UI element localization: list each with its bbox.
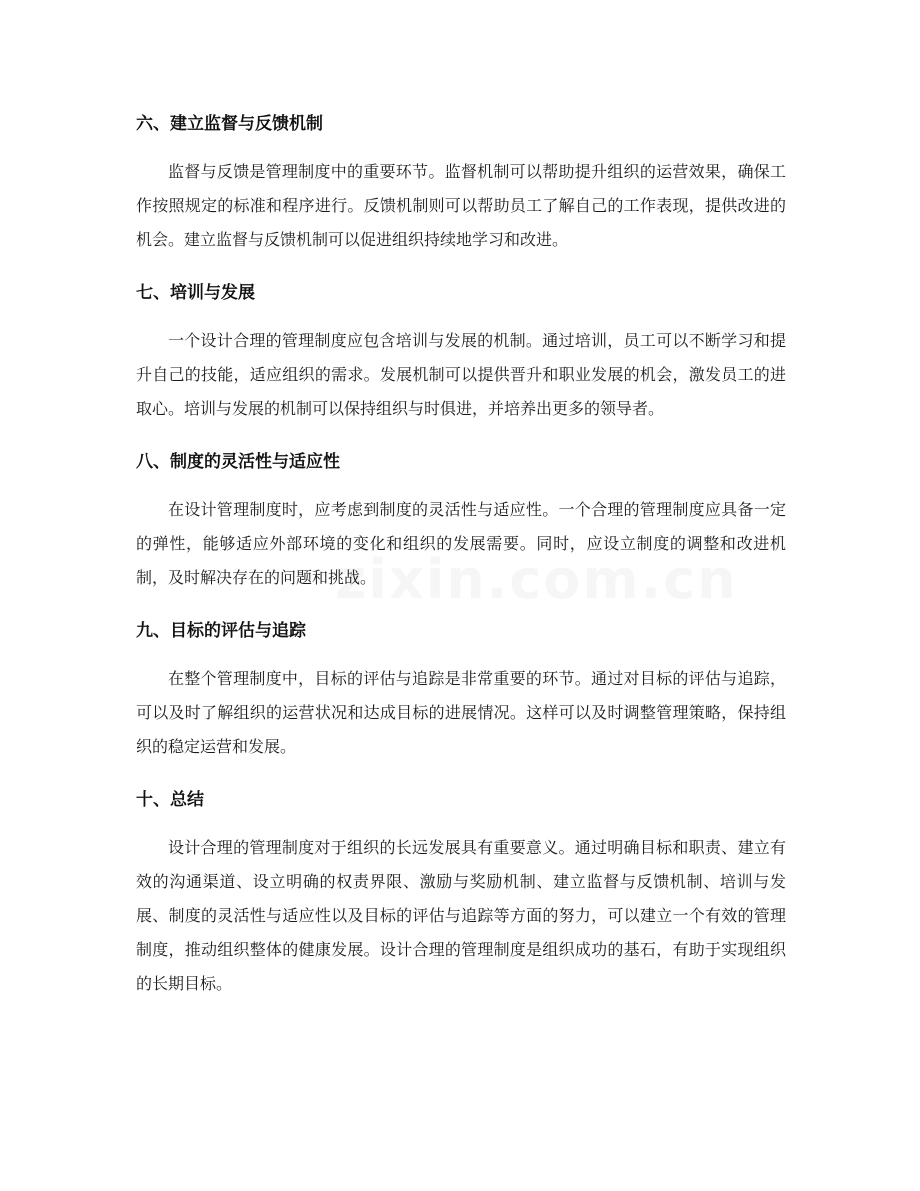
section-summary (136, 783, 786, 1001)
section-heading: 八、制度的灵活性与适应性 (136, 452, 340, 472)
section-paragraph: 一个设计合理的管理制度应包含培训与发展的机制。通过培训，员工可以不断学习和提升自己的技能，适应组织的需求。发展机制可以提供晋升和职业发展的机会，激发员工的进取心。培训与发展的机制可以保持组织与时俱进，并培养出更多的领导者。 (136, 331, 786, 418)
section-training-development (136, 276, 786, 426)
section-heading: 六、建立监督与反馈机制 (136, 114, 323, 134)
section-heading: 九、目标的评估与追踪 (136, 621, 306, 641)
section-paragraph: 在设计管理制度时，应考虑到制度的灵活性与适应性。一个合理的管理制度应具备一定的弹性，能够适应外部环境的变化和组织的发展需要。同时，应设立制度的调整和改进机制，及时解决存在的问题和挑战。 (136, 500, 786, 587)
section-paragraph: 监督与反馈是管理制度中的重要环节。监督机制可以帮助提升组织的运营效果，确保工作按照规定的标准和程序进行。反馈机制则可以帮助员工了解自己的工作表现，提供改进的机会。建立监督与反馈机制可以促进组织持续地学习和改进。 (136, 162, 786, 249)
section-heading: 七、培训与发展 (136, 283, 255, 303)
section-paragraph: 设计合理的管理制度对于组织的长远发展具有重要意义。通过明确目标和职责、建立有效的沟通渠道、设立明确的权责界限、激励与奖励机制、建立监督与反馈机制、培训与发展、制度的灵活性与适应性以及目标的评估与追踪等方面的努力，可以建立一个有效的管理制度，推动组织整体的健康发展。设计合理的管理制度是组织成功的基石，有助于实现组织的长期目标。 (136, 838, 786, 993)
section-heading: 十、总结 (136, 790, 204, 810)
document-body (136, 107, 786, 1020)
section-paragraph: 在整个管理制度中，目标的评估与追踪是非常重要的环节。通过对目标的评估与追踪，可以及时了解组织的运营状况和达成目标的进展情况。这样可以及时调整管理策略，保持组织的稳定运营和发展。 (136, 669, 786, 756)
section-supervision-feedback (136, 107, 786, 257)
section-goal-evaluation (136, 614, 786, 764)
section-flexibility-adaptability (136, 445, 786, 595)
